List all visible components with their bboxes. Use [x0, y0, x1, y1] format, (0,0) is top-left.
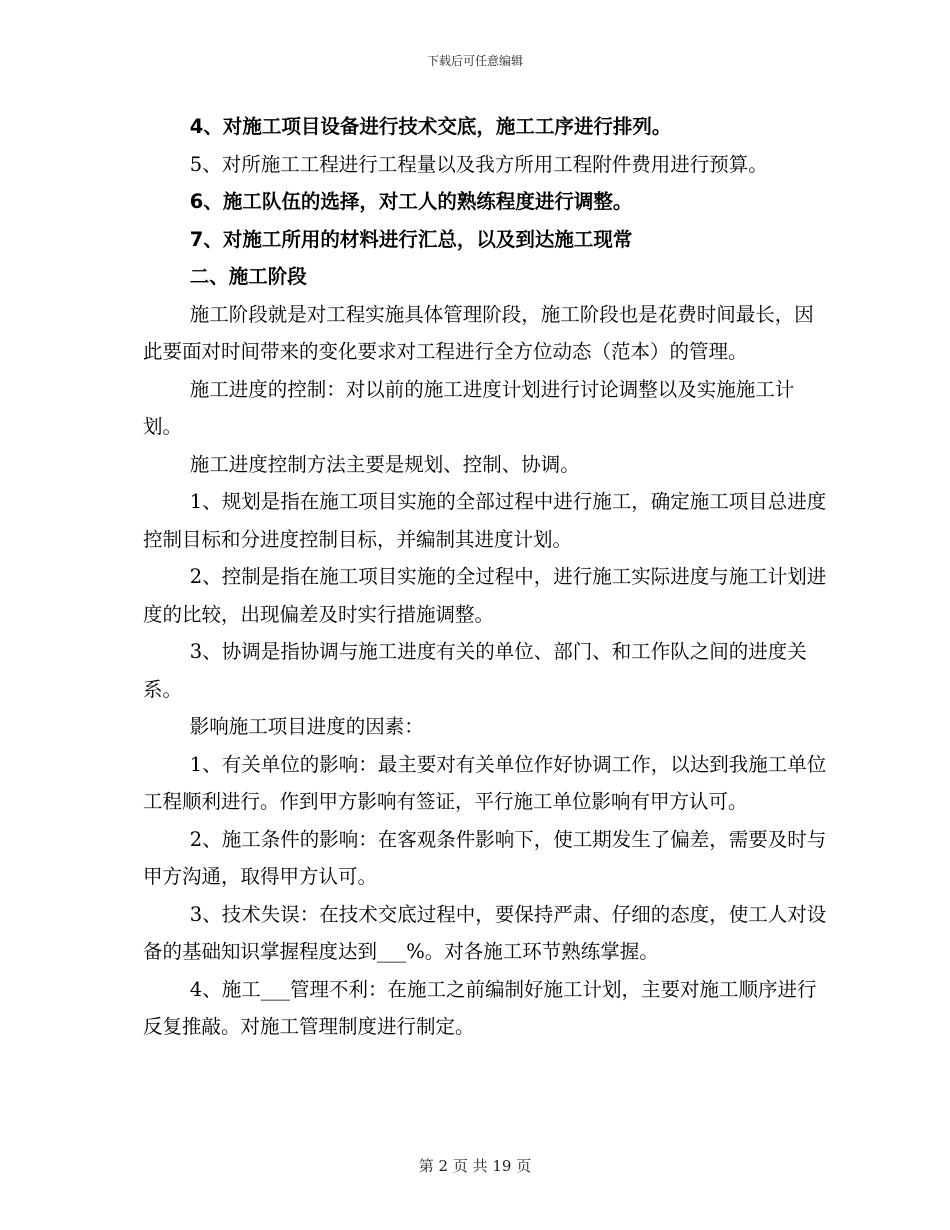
section-heading: 二、施工阶段	[189, 265, 307, 288]
paragraph-2: 5、对所施工工程进行工程量以及我方所用工程附件费用进行预算。	[189, 152, 768, 176]
paragraph-11: 3、协调是指协调与施工进度有关的单位、部门、和工作队之间的进度关系。	[143, 640, 807, 701]
paragraph-3: 6、施工队伍的选择，对工人的熟练程度进行调整。	[189, 190, 633, 213]
paragraph-1: 4、对施工项目设备进行技术交底，施工工序进行排列。	[189, 115, 672, 138]
paragraph-8: 施工进度控制方法主要是规划、控制、协调。	[189, 452, 580, 476]
paragraph-9: 1、规划是指在施工项目实施的全部过程中进行施工，确定施工项目总进度控制目标和分进度控制目标，并编制其进度计划。	[143, 490, 827, 551]
paragraph-14: 2、施工条件的影响：在客观条件影响下，使工期发生了偏差，需要及时与甲方沟通，取得甲方认可。	[143, 827, 827, 888]
page-footer: 第 2 页 共 19 页	[418, 1157, 532, 1175]
paragraph-16: 4、施工___管理不利：在施工之前编制好施工计划，主要对施工顺序进行反复推敲。对施工管理制度进行制定。	[143, 977, 817, 1038]
paragraph-4: 7、对施工所用的材料进行汇总，以及到达施工现常	[189, 227, 633, 251]
page-header: 下载后可任意编辑	[426, 54, 523, 68]
paragraph-12: 影响施工项目进度的因素：	[189, 715, 424, 738]
paragraph-7: 施工进度的控制：对以前的施工进度计划进行讨论调整以及实施施工计划。	[143, 377, 795, 438]
paragraph-15: 3、技术失误：在技术交底过程中，要保持严肃、仔细的态度，使工人对设备的基础知识掌握程度达到___%。对各施工环节熟练掌握。	[143, 902, 827, 963]
paragraph-13: 1、有关单位的影响：最主要对有关单位作好协调工作，以达到我施工单位工程顺利进行。作到甲方影响有签证，平行施工单位影响有甲方认可。	[143, 752, 827, 813]
paragraph-10: 2、控制是指在施工项目实施的全过程中，进行施工实际进度与施工计划进度的比较，出现偏差及时实行措施调整。	[143, 565, 827, 626]
document-body	[143, 108, 833, 1046]
paragraph-6: 施工阶段就是对工程实施具体管理阶段，施工阶段也是花费时间最长，因此要面对时间带来的变化要求对工程进行全方位动态（范本）的管理。	[143, 302, 814, 363]
